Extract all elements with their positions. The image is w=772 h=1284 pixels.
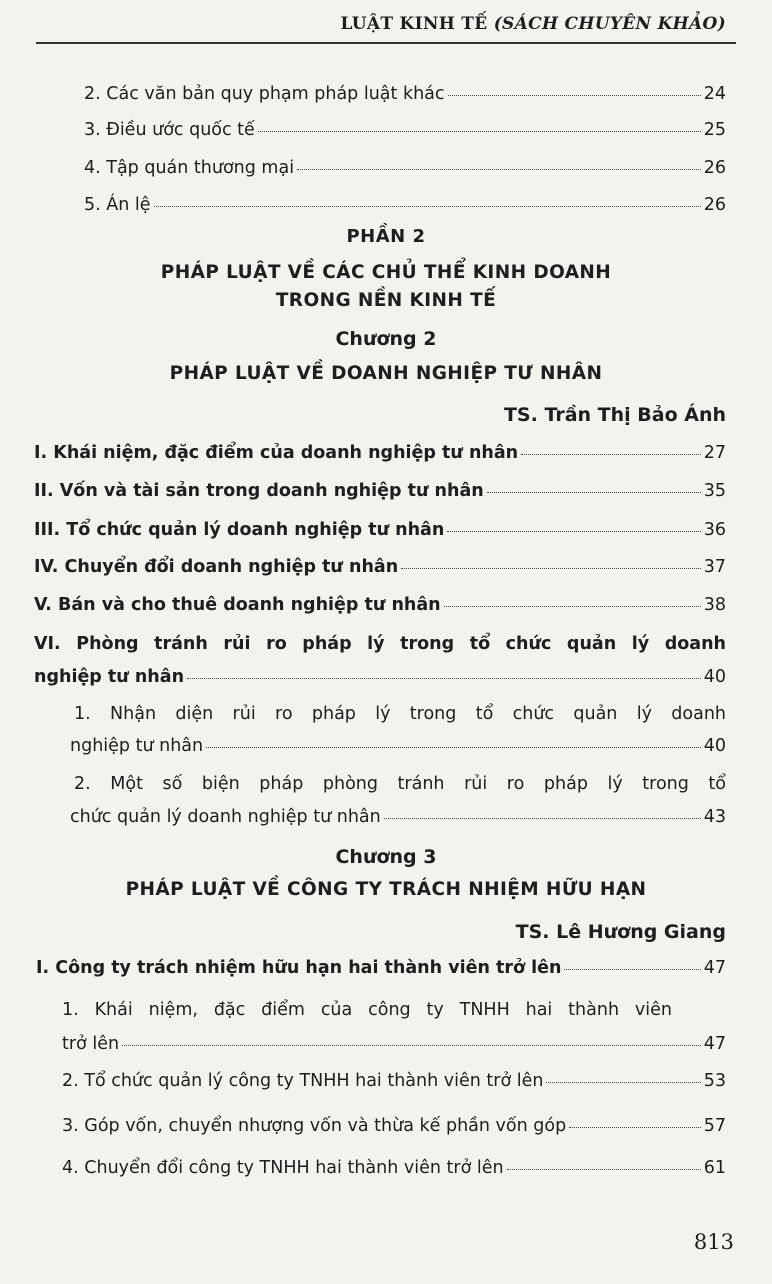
toc-entry-title: 5. Án lệ bbox=[84, 195, 151, 215]
toc-subsection-page: 61 bbox=[703, 1158, 726, 1178]
toc-section-title: nghiệp tư nhân bbox=[34, 667, 185, 687]
toc-section[interactable] bbox=[34, 481, 726, 501]
toc-section-title: II. Vốn và tài sản trong doanh nghiệp tư nhân bbox=[34, 481, 484, 501]
toc-section-title: V. Bán và cho thuê doanh nghiệp tư nhân bbox=[34, 595, 441, 615]
dot-leader bbox=[384, 818, 701, 819]
part-label: PHẦN 2 bbox=[346, 226, 426, 247]
header-rule bbox=[36, 42, 736, 44]
running-header-title: LUẬT KINH TẾ bbox=[340, 14, 488, 34]
toc-subsection-title: 3. Góp vốn, chuyển nhượng vốn và thừa kế phần vốn góp bbox=[62, 1116, 567, 1136]
toc-section-page: 35 bbox=[703, 481, 726, 501]
toc-subsection-title: 2. Tổ chức quản lý công ty TNHH hai thành viên trở lên bbox=[62, 1071, 544, 1091]
part-title-line1: PHÁP LUẬT VỀ CÁC CHỦ THỂ KINH DOANH bbox=[160, 262, 612, 283]
toc-subsection-title: 4. Chuyển đổi công ty TNHH hai thành viên trở lên bbox=[62, 1158, 504, 1178]
dot-leader bbox=[444, 606, 701, 607]
toc-section-title: I. Khái niệm, đặc điểm của doanh nghiệp tư nhân bbox=[34, 443, 519, 463]
toc-subsection[interactable] bbox=[62, 1071, 726, 1091]
dot-leader bbox=[258, 131, 701, 132]
dot-leader bbox=[569, 1127, 701, 1128]
dot-leader bbox=[154, 206, 701, 207]
toc-entry[interactable] bbox=[84, 84, 726, 104]
toc-section[interactable] bbox=[34, 667, 726, 687]
toc-subsection-line1[interactable]: 2. Một số biện pháp phòng tránh rủi ro pháp lý trong tổ bbox=[74, 774, 726, 794]
toc-subsection-title: nghiệp tư nhân bbox=[70, 736, 204, 756]
dot-leader bbox=[507, 1169, 701, 1170]
toc-section[interactable] bbox=[36, 958, 726, 978]
toc-section-title: I. Công ty trách nhiệm hữu hạn hai thành viên trở lên bbox=[36, 958, 562, 978]
dot-leader bbox=[564, 969, 700, 970]
toc-section[interactable] bbox=[34, 557, 726, 577]
chapter-label: Chương 3 bbox=[335, 846, 437, 868]
dot-leader bbox=[521, 454, 701, 455]
toc-subsection[interactable] bbox=[62, 1116, 726, 1136]
dot-leader bbox=[448, 95, 701, 96]
toc-subsection[interactable] bbox=[62, 1158, 726, 1178]
toc-section-line1[interactable]: VI. Phòng tránh rủi ro pháp lý trong tổ chức quản lý doanh bbox=[34, 634, 726, 654]
toc-section[interactable] bbox=[34, 595, 726, 615]
toc-entry-title: 4. Tập quán thương mại bbox=[84, 158, 295, 178]
toc-entry[interactable] bbox=[84, 195, 726, 215]
toc-section-page: 47 bbox=[703, 958, 726, 978]
dot-leader bbox=[401, 568, 701, 569]
toc-section-title: IV. Chuyển đổi doanh nghiệp tư nhân bbox=[34, 557, 399, 577]
chapter-title: PHÁP LUẬT VỀ CÔNG TY TRÁCH NHIỆM HỮU HẠN bbox=[125, 879, 647, 900]
toc-section-page: 38 bbox=[703, 595, 726, 615]
toc-entry-page: 24 bbox=[703, 84, 726, 104]
toc-section-page: 36 bbox=[703, 520, 726, 540]
dot-leader bbox=[122, 1045, 701, 1046]
toc-subsection-page: 43 bbox=[703, 807, 726, 827]
part-title-line2: TRONG NỀN KINH TẾ bbox=[275, 290, 497, 311]
toc-subsection-title: trở lên bbox=[62, 1034, 120, 1054]
chapter-author: TS. Lê Hương Giang bbox=[515, 921, 726, 943]
toc-entry-page: 26 bbox=[703, 158, 726, 178]
dot-leader bbox=[447, 531, 700, 532]
dot-leader bbox=[546, 1082, 700, 1083]
toc-entry[interactable] bbox=[84, 120, 726, 140]
dot-leader bbox=[187, 678, 701, 679]
toc-section[interactable] bbox=[34, 443, 726, 463]
page-number: 813 bbox=[693, 1230, 734, 1254]
toc-subsection-line1[interactable]: 1. Khái niệm, đặc điểm của công ty TNHH hai thành viên bbox=[62, 1000, 672, 1020]
toc-subsection[interactable] bbox=[70, 807, 726, 827]
toc-subsection-page: 40 bbox=[703, 736, 726, 756]
toc-subsection-page: 57 bbox=[703, 1116, 726, 1136]
toc-subsection-line1[interactable]: 1. Nhận diện rủi ro pháp lý trong tổ chức quản lý doanh bbox=[74, 704, 726, 724]
running-header-subtitle: (SÁCH CHUYÊN KHẢO) bbox=[493, 14, 726, 34]
toc-subsection-page: 47 bbox=[703, 1034, 726, 1054]
toc-subsection[interactable] bbox=[70, 736, 726, 756]
toc-subsection-page: 53 bbox=[703, 1071, 726, 1091]
toc-section-page: 40 bbox=[703, 667, 726, 687]
toc-section-page: 37 bbox=[703, 557, 726, 577]
chapter-label: Chương 2 bbox=[335, 328, 437, 350]
toc-section-title: III. Tổ chức quản lý doanh nghiệp tư nhân bbox=[34, 520, 445, 540]
dot-leader bbox=[487, 492, 701, 493]
chapter-title: PHÁP LUẬT VỀ DOANH NGHIỆP TƯ NHÂN bbox=[169, 363, 603, 384]
toc-section[interactable] bbox=[34, 520, 726, 540]
toc-entry-page: 26 bbox=[703, 195, 726, 215]
dot-leader bbox=[297, 169, 701, 170]
running-header bbox=[340, 14, 726, 34]
toc-entry[interactable] bbox=[84, 158, 726, 178]
dot-leader bbox=[206, 747, 701, 748]
toc-subsection-title: chức quản lý doanh nghiệp tư nhân bbox=[70, 807, 381, 827]
toc-section-page: 27 bbox=[703, 443, 726, 463]
chapter-author: TS. Trần Thị Bảo Ánh bbox=[503, 404, 726, 426]
toc-entry-title: 2. Các văn bản quy phạm pháp luật khác bbox=[84, 84, 445, 104]
toc-subsection[interactable] bbox=[62, 1034, 726, 1054]
toc-entry-page: 25 bbox=[703, 120, 726, 140]
toc-entry-title: 3. Điều ước quốc tế bbox=[84, 120, 255, 140]
